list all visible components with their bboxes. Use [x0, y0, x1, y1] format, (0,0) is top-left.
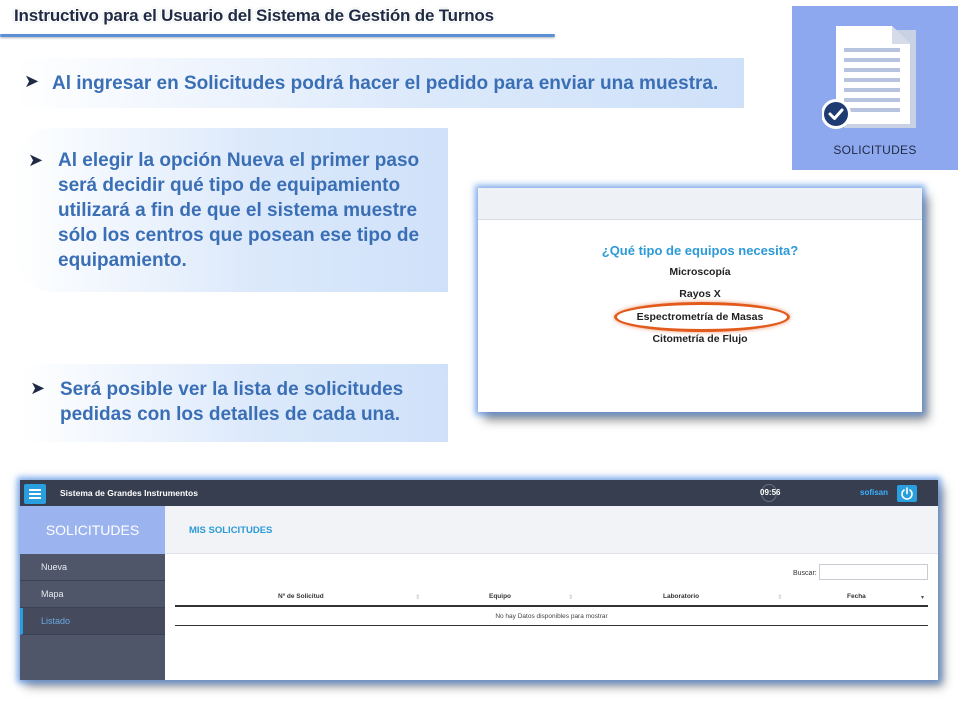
user-name[interactable]: sofisan — [860, 488, 889, 497]
app-topbar — [20, 480, 938, 506]
document-check-icon — [822, 22, 922, 138]
sort-icon[interactable]: ⇕ — [777, 595, 783, 601]
sidebar-title: SOLICITUDES — [20, 506, 165, 554]
title-underline — [0, 34, 555, 37]
table-header — [175, 588, 928, 607]
info-box-solicitudes — [14, 58, 744, 108]
sidebar-item-mapa[interactable]: Mapa — [20, 581, 165, 608]
power-icon[interactable] — [897, 485, 917, 502]
equipment-option-espectrometria[interactable]: Espectrometría de Masas — [636, 311, 764, 323]
equipment-question: ¿Qué tipo de equipos necesita? — [601, 243, 799, 258]
arrow-bullet-icon: ➤ — [24, 71, 40, 91]
arrow-bullet-icon: ➤ — [28, 150, 44, 170]
column-header-fecha[interactable]: Fecha — [847, 593, 866, 600]
arrow-bullet-icon: ➤ — [30, 378, 46, 398]
column-header-solicitud[interactable]: Nº de Solicitud — [278, 593, 324, 600]
column-header-equipo[interactable]: Equipo — [489, 593, 512, 600]
info-box-listado — [22, 364, 448, 442]
equipment-chooser-header — [478, 188, 922, 220]
app-screenshot — [20, 480, 938, 680]
sidebar — [20, 506, 165, 680]
bullet-text: Al ingresar en Solicitudes podrá hacer el pedido para enviar una muestra. — [52, 73, 719, 94]
sidebar-item-nueva[interactable]: Nueva — [20, 554, 165, 581]
hamburger-menu-icon[interactable] — [24, 484, 46, 504]
equipment-chooser-screenshot — [478, 188, 922, 412]
bullet-text: Será posible ver la lista de solicitudes pedidas con los detalles de cada una. — [60, 379, 404, 425]
search-input[interactable] — [819, 564, 928, 580]
app-clock: 09:56 — [760, 488, 781, 497]
search-label: Buscar: — [793, 570, 817, 577]
info-box-nueva — [14, 128, 448, 292]
app-name: Sistema de Grandes Instrumentos — [60, 488, 198, 498]
equipment-option-rayos-x[interactable]: Rayos X — [679, 288, 721, 300]
table-empty-message: No hay Datos disponibles para mostrar — [175, 607, 928, 626]
solicitudes-tile-label: SOLICITUDES — [833, 143, 917, 157]
highlight-ring — [614, 302, 790, 332]
sort-desc-icon[interactable]: ▾ — [921, 595, 925, 601]
document-title: Instructivo para el Usuario del Sistema de Gestión de Turnos — [14, 6, 494, 25]
page-title: MIS SOLICITUDES — [189, 525, 273, 536]
sort-icon[interactable]: ⇕ — [568, 595, 574, 601]
solicitudes-icon-tile — [792, 6, 958, 170]
equipment-option-citometria[interactable]: Citometría de Flujo — [652, 333, 748, 345]
main-header — [165, 506, 938, 554]
bullet-text: Al elegir la opción Nueva el primer paso será decidir qué tipo de equipamiento utilizará a fin de que el sistema muestre sólo los centros que posean ese tipo de equipamiento. — [58, 150, 420, 271]
sidebar-item-listado[interactable]: Listado — [20, 608, 165, 635]
equipment-option-microscopia[interactable]: Microscopía — [669, 266, 731, 278]
column-header-laboratorio[interactable]: Laboratorio — [663, 593, 700, 600]
sort-icon[interactable]: ⇕ — [415, 595, 421, 601]
